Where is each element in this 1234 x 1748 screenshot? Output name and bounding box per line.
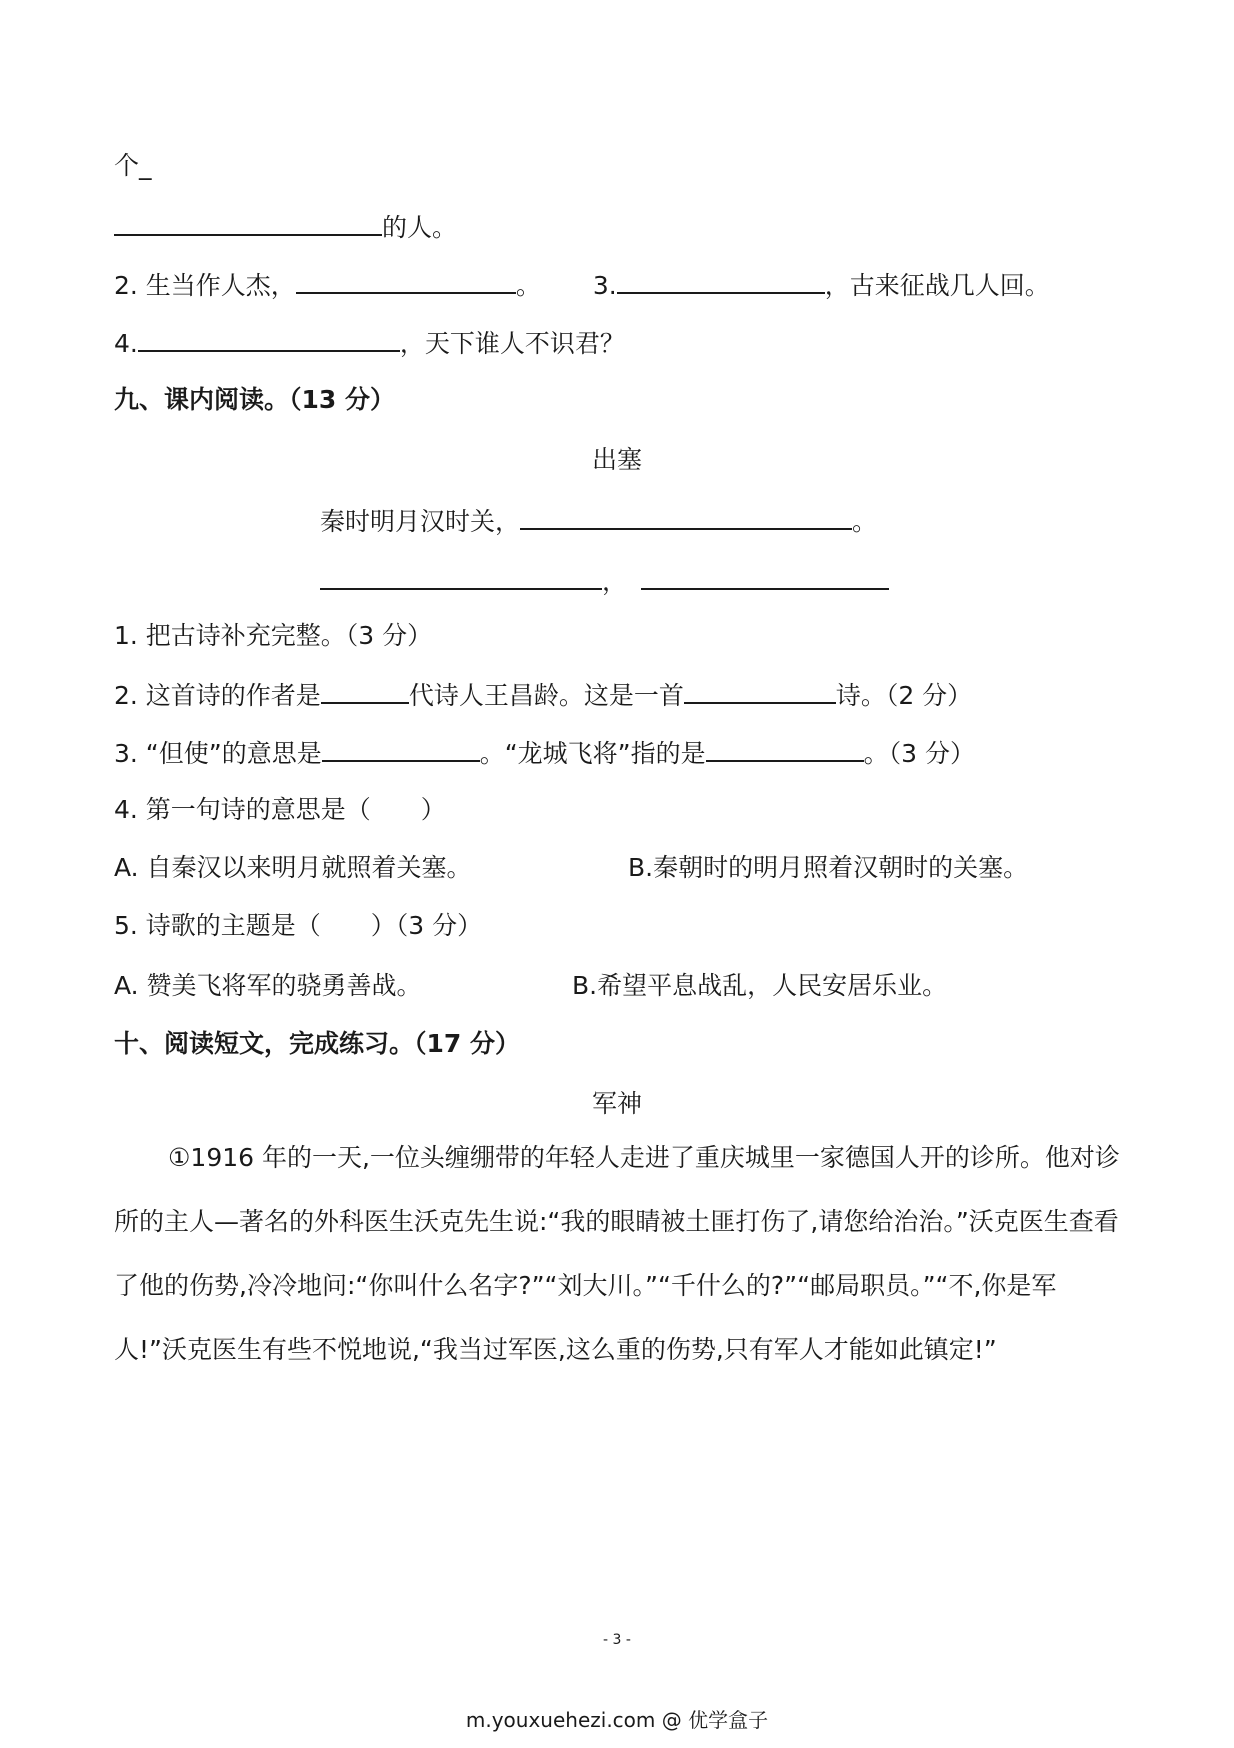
q5-option-a[interactable]: A. 赞美飞将军的骁勇善战。 — [114, 971, 422, 1000]
s9-question-4: 4. 第一句诗的意思是（ ） — [114, 795, 446, 824]
answer-blank[interactable] — [641, 562, 889, 590]
answer-blank[interactable] — [684, 676, 836, 704]
q2-prefix: 2. 生当作人杰， — [114, 271, 296, 300]
answer-blank[interactable] — [520, 502, 852, 530]
s9-question-2 — [114, 676, 972, 714]
answer-blank[interactable] — [321, 676, 409, 704]
q2-suffix: 。 — [515, 271, 541, 300]
footer-watermark: m.youxuehezi.com @ 优学盒子 — [465, 1708, 769, 1732]
s9-question-3 — [114, 734, 975, 772]
q2-text-c: 诗。（2 分） — [835, 681, 973, 710]
answer-blank[interactable] — [296, 266, 516, 294]
fragment-line — [114, 148, 152, 184]
page-number: - 3 - — [603, 1632, 631, 1648]
article-paragraph-1: ①1916 年的一天,一位头缠绷带的年轻人走进了重庆城里一家德国人开的诊所。他对诊所的主人—著名的外科医生沃克先生说:“我的眼睛被土匪打伤了,请您给治治。”沃克医生查看了他的伤势,冷冷地问:“你叫什么名字?”“刘大川。”“千什么的?”“邮局职员。”“不,你是军人!”沃克医生有些不悦地说,“我当过军医,这么重的伤势,只有军人才能如此镇定!” — [114, 1143, 1120, 1364]
article-title: 军神 — [591, 1089, 642, 1118]
section9-heading: 九、课内阅读。（13 分） — [114, 385, 395, 414]
q3-text-b: 。“龙城飞将”指的是 — [479, 739, 706, 768]
fragment-text: 个_ — [114, 151, 152, 180]
section10-heading: 十、阅读短文，完成练习。（17 分） — [114, 1029, 520, 1058]
poem-line2-mid: ， — [602, 567, 628, 596]
q4-suffix: ，天下谁人不识君？ — [399, 329, 625, 358]
q3-text-c: 。（3 分） — [863, 739, 975, 768]
q3-prefix: 3. — [592, 271, 617, 300]
q4-option-a[interactable]: A. 自秦汉以来明月就照着关塞。 — [114, 853, 472, 882]
poem-line1-end: 。 — [852, 507, 878, 536]
answer-blank[interactable] — [114, 208, 382, 236]
answer-blank[interactable] — [322, 734, 480, 762]
q2-text-a: 2. 这首诗的作者是 — [114, 681, 321, 710]
fill-line-q4 — [114, 324, 625, 362]
answer-blank[interactable] — [320, 562, 602, 590]
poem-line1-text: 秦时明月汉时关， — [320, 507, 521, 536]
answer-blank[interactable] — [617, 266, 825, 294]
poem-line-1 — [320, 502, 877, 540]
q3-suffix: ，古来征战几人回。 — [824, 271, 1050, 300]
s9-question-5: 5. 诗歌的主题是（ ）（3 分） — [114, 911, 483, 940]
fill-line-q2-q3 — [114, 266, 1050, 304]
q4-option-b[interactable]: B.秦朝时的明月照着汉朝时的关塞。 — [628, 853, 1029, 882]
q3-text-a: 3. “但使”的意思是 — [114, 739, 322, 768]
q4-prefix: 4. — [114, 329, 138, 358]
answer-blank[interactable] — [138, 324, 400, 352]
fill-line-person — [114, 208, 457, 246]
answer-blank[interactable] — [706, 734, 864, 762]
person-suffix: 的人。 — [382, 213, 458, 242]
poem-line-2 — [320, 562, 889, 600]
q2-text-b: 代诗人王昌龄。这是一首 — [408, 681, 684, 710]
s9-question-1: 1. 把古诗补充完整。（3 分） — [114, 621, 433, 650]
poem-title: 出塞 — [591, 445, 642, 474]
q5-option-b[interactable]: B.希望平息战乱，人民安居乐业。 — [572, 971, 948, 1000]
